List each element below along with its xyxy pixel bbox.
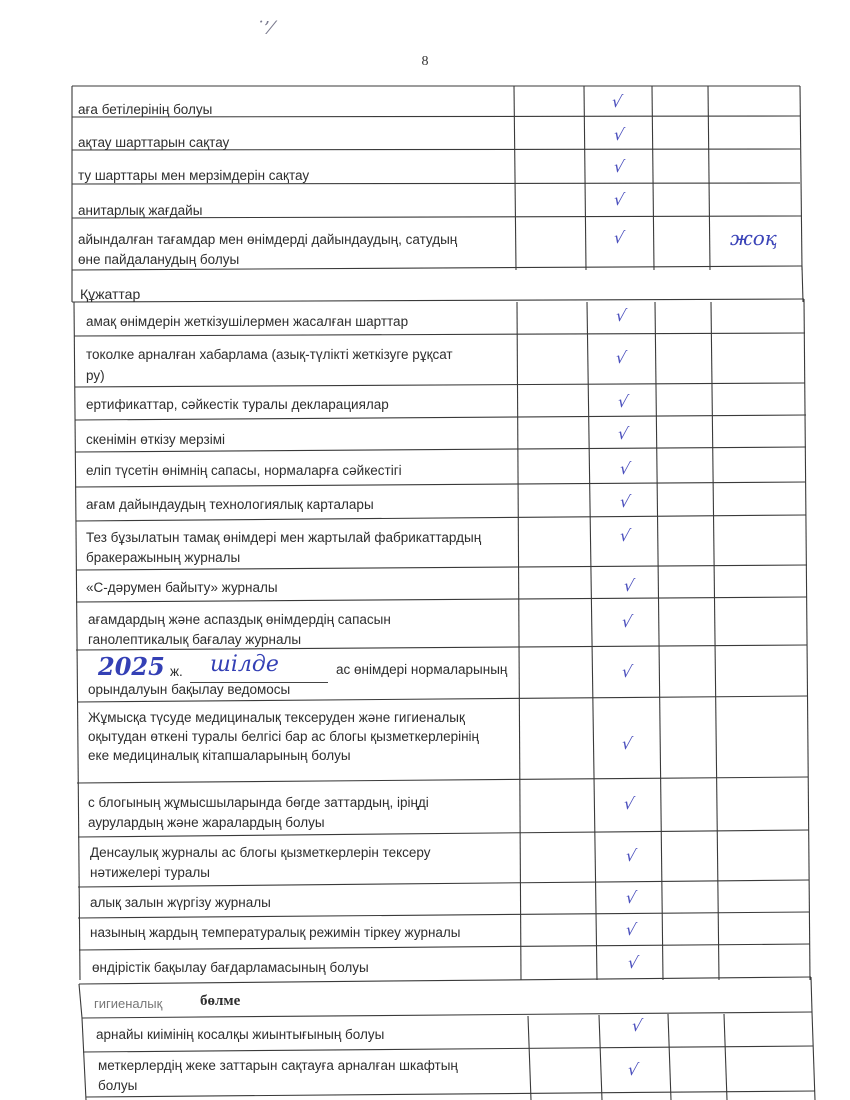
row-label: өндірістік бақылау бағдарламасының болуы bbox=[92, 960, 369, 975]
row-label: анитарлық жағдайы bbox=[78, 203, 203, 218]
row-label-line2: бракеражының журналы bbox=[86, 550, 241, 565]
row-label: назының жардың температуралық режимін тіркеу журналы bbox=[90, 925, 461, 940]
check-mark-icon: √ bbox=[624, 888, 638, 907]
row-label: Тез бұзылатын тамақ өнімдері мен жартылай фабрикаттардың bbox=[86, 530, 482, 545]
row-label: скенімін өткізу мерзімі bbox=[86, 432, 226, 447]
row-label-line2: орындалуын бақылау ведомосы bbox=[88, 682, 291, 697]
top-scribble: ˙’⁄ bbox=[255, 18, 273, 39]
check-mark-icon: √ bbox=[618, 459, 632, 478]
handwritten-month: шілде bbox=[210, 652, 279, 677]
row-label: ағам дайындаудың технологиялық карталары bbox=[86, 497, 374, 512]
handwritten-year: 2025 bbox=[98, 652, 165, 681]
row-label: «С-дәрумен байыту» журналы bbox=[86, 580, 278, 595]
check-mark-icon: √ bbox=[620, 612, 634, 631]
check-mark-icon: √ bbox=[612, 157, 626, 176]
check-mark-icon: √ bbox=[630, 1016, 644, 1035]
section-title-room: бөлме bbox=[200, 993, 241, 1009]
page-number: 8 bbox=[421, 54, 429, 69]
check-mark-icon: √ bbox=[614, 348, 628, 367]
row-label: ағамдардың және аспаздық өнімдердің сапасын bbox=[88, 612, 391, 627]
row-label-line2: ганолептикалық бағалау журналы bbox=[88, 632, 302, 647]
row-label: алық залын жүргізу журналы bbox=[90, 895, 271, 910]
row-label-line2: оқытудан өткені туралы белгісі бар ас блогы қызметкерлерінің bbox=[88, 729, 480, 744]
row-label: ертификаттар, сәйкестік туралы декларациялар bbox=[86, 397, 389, 412]
row-label: ақтау шарттарын сақтау bbox=[78, 135, 230, 150]
check-mark-icon: √ bbox=[616, 424, 630, 443]
row-label-line2: нәтижелері туралы bbox=[90, 865, 210, 880]
row-label: с блогының жұмысшыларында бөгде заттардың, іріңді bbox=[88, 795, 429, 810]
check-mark-icon: √ bbox=[620, 662, 634, 681]
handwritten-note: жоқ bbox=[730, 226, 777, 250]
row-label: ту шарттары мен мерзімдерін сақтау bbox=[78, 168, 310, 183]
check-mark-icon: √ bbox=[622, 794, 636, 813]
row-label-prefix: ж. bbox=[170, 664, 183, 679]
row-label: Жұмысқа түсуде медициналық тексеруден және гигиеналық bbox=[88, 710, 465, 725]
check-mark-icon: √ bbox=[622, 576, 636, 595]
check-mark-icon: √ bbox=[624, 846, 638, 865]
row-label: ас өнімдері нормаларының bbox=[336, 662, 508, 677]
row-label-line2: ру) bbox=[86, 368, 105, 383]
check-mark-icon: √ bbox=[612, 125, 626, 144]
check-mark-icon: √ bbox=[626, 1060, 640, 1079]
check-mark-icon: √ bbox=[612, 190, 626, 209]
check-mark-icon: √ bbox=[618, 492, 632, 511]
row-label: токолке арналған хабарлама (азық-түлікті жеткізуге рұқсат bbox=[86, 347, 453, 362]
row-label: амақ өнімдерін жеткізушілермен жасалған шарттар bbox=[86, 314, 409, 329]
section-title-room-prefix: гигиеналық bbox=[94, 996, 163, 1011]
check-mark-icon: √ bbox=[620, 734, 634, 753]
row-label-line2: болуы bbox=[98, 1078, 138, 1093]
row-label: Денсаулық журналы ас блогы қызметкерлерін тексеру bbox=[90, 845, 431, 860]
row-label: аға бетілерінің болуы bbox=[78, 102, 213, 117]
row-label-line3: еке медициналық кітапшаларының болуы bbox=[88, 748, 351, 763]
row-label-line2: аурулардың және жаралардың болуы bbox=[88, 815, 325, 830]
row-label-line2: өне пайдаланудың болуы bbox=[78, 252, 240, 267]
row-label: айындалған тағамдар мен өнімдерді дайындаудың, сатудың bbox=[78, 232, 458, 247]
check-mark-icon: √ bbox=[614, 306, 628, 325]
check-mark-icon: √ bbox=[612, 228, 626, 247]
row-label: меткерлердің жеке заттарын сақтауға арналған шкафтың bbox=[98, 1058, 458, 1073]
check-mark-icon: √ bbox=[624, 920, 638, 939]
check-mark-icon: √ bbox=[618, 526, 632, 545]
section-title-documents: Құжаттар bbox=[80, 286, 141, 302]
check-mark-icon: √ bbox=[626, 953, 640, 972]
check-mark-icon: √ bbox=[616, 392, 630, 411]
row-label: еліп түсетін өнімнің сапасы, нормаларға сәйкестігі bbox=[86, 463, 402, 478]
row-label: арнайы киімінің косалқы жиынтығының болуы bbox=[96, 1027, 385, 1042]
check-mark-icon: √ bbox=[610, 92, 624, 111]
